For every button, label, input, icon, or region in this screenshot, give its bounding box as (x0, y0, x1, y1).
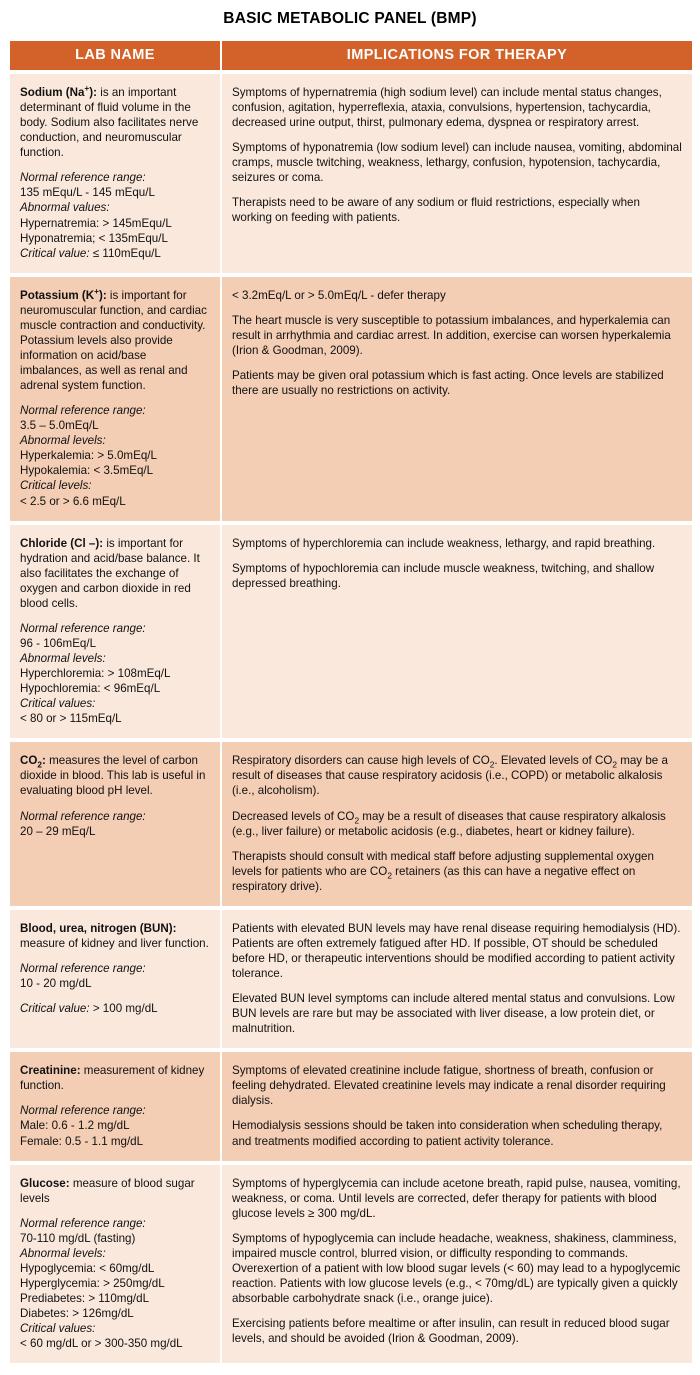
header-row (10, 41, 692, 70)
lab-name-cell-potassium (10, 277, 220, 521)
lab-value-line (20, 170, 211, 185)
value-label: Normal reference range: (20, 621, 146, 635)
lab-reference-values (20, 403, 211, 508)
column-header-lab-name: LAB NAME (10, 41, 220, 70)
lab-term: $CO_2$: (20, 754, 46, 770)
lab-value-line (20, 976, 211, 991)
lab-term: Blood, urea, nitrogen (BUN): (20, 921, 177, 935)
value-label: Normal reference range: (20, 1104, 146, 1118)
subscript-two: 2 (612, 759, 617, 770)
value-text: ≤ 110mEqu/L (89, 246, 161, 260)
value-text: 20 – 29 mEq/L (20, 824, 96, 838)
implication-paragraph: Patients may be given oral potassium which is fast acting. Once levels are stabilized there are usually no restrictions on activity. (232, 368, 664, 397)
value-label: Critical value: (20, 1002, 90, 1016)
lab-term: Potassium (K+): (20, 285, 107, 302)
table-row (10, 1052, 692, 1160)
superscript-plus: + (84, 83, 90, 94)
lab-description (20, 285, 211, 393)
lab-value-line (20, 448, 211, 463)
value-text: 10 - 20 mg/dL (20, 977, 92, 990)
value-label: Normal reference range: (20, 404, 146, 418)
lab-name-cell-co2 (10, 742, 220, 906)
lab-name-cell-creatinine (10, 1052, 220, 1160)
lab-description (20, 536, 211, 611)
lab-value-line (20, 1246, 211, 1261)
lab-value-line (20, 1321, 211, 1336)
lab-value-line (20, 463, 211, 478)
value-text: Diabetes: > 126mg/dL (20, 1307, 134, 1321)
value-text: Hyperkalemia: > 5.0mEq/L (20, 449, 157, 463)
value-label: Normal reference range: (20, 809, 146, 823)
implications-cell-potassium (222, 277, 692, 521)
lab-value-line (20, 1118, 211, 1133)
superscript-plus: + (94, 285, 99, 296)
lab-reference-values (20, 1103, 211, 1148)
implication-paragraph: Elevated BUN level symptoms can include altered mental status and convulsions. Low BUN levels are rare but may be associated with liver disease, a low protein diet, or malnutrition. (232, 992, 675, 1036)
lab-value-line (20, 1261, 211, 1276)
value-text: Female: 0.5 - 1.1 mg/dL (20, 1134, 144, 1148)
lab-description-text: measurement of kidney function. (20, 1064, 205, 1093)
lab-value-line (20, 231, 211, 246)
implication-paragraph: Symptoms of elevated creatinine include fatigue, shortness of breath, confusion or feeling dehydrated. Elevated creatinine levels may indicate a renal disorder requiring dialysis. (232, 1064, 666, 1108)
implications-cell-co2 (222, 742, 692, 906)
value-text: Hypoglycemia: < 60mg/dL (20, 1261, 155, 1275)
lab-value-line (20, 494, 211, 509)
table-row (10, 1165, 692, 1364)
implication-paragraph: Therapists need to be aware of any sodium or fluid restrictions, especially when working on feeding with patients. (232, 196, 640, 225)
lab-value-line (20, 200, 211, 215)
value-text: Hyponatremia; < 135mEqu/L (20, 231, 168, 245)
page-title: BASIC METABOLIC PANEL (BMP) (223, 10, 477, 27)
subscript-two: 2 (354, 814, 360, 825)
table-row (10, 742, 692, 906)
lab-value-line (20, 433, 211, 448)
lab-reference-values (20, 961, 211, 1016)
lab-value-line (20, 1276, 211, 1291)
lab-description-text: is important for neuromuscular function, and cardiac muscle contraction and conductivity. Potassium levels also provide information on acid/base imbalances, as well as renal and adrenal system function. (20, 288, 207, 393)
value-text: Prediabetes: > 110mg/dL (20, 1292, 150, 1305)
lab-reference-values (20, 809, 211, 839)
lab-description (20, 753, 211, 798)
lab-value-line (20, 1291, 211, 1306)
implications-cell-bun (222, 910, 692, 1048)
bmp-table (8, 37, 694, 1367)
lab-description (20, 1063, 211, 1093)
value-text: Hyperchloremia: > 108mEq/L (20, 667, 171, 681)
value-text: < 80 or > 115mEq/L (20, 712, 122, 726)
implication-paragraph: Hemodialysis sessions should be taken into consideration when scheduling therapy, and treatments modified according to patient activity tolerance. (232, 1119, 663, 1148)
lab-value-line (20, 681, 211, 696)
lab-name-cell-sodium (10, 74, 220, 273)
table-row (10, 277, 692, 521)
value-text: Hyperglycemia: > 250mg/dL (20, 1276, 165, 1290)
lab-description-text: measure of kidney and liver function. (20, 936, 209, 950)
table-header (10, 41, 692, 70)
lab-value-line (20, 1216, 211, 1231)
lab-value-line (20, 621, 211, 636)
implications-cell-sodium (222, 74, 692, 273)
implication-paragraph: Symptoms of hypoglycemia can include headache, weakness, shakiness, clamminess, impaired muscle control, blurred vision, or difficulty responding to commands. Overexertion of a patient with low blood sugar levels (< 60) may lead to a hypoglycemic reaction. Patients with low glucose levels (e.g., < 70mg/dL) are typically given a quickly absorbable carbohydrate snack (i.e., orange juice). (232, 1231, 681, 1305)
lab-value-line (20, 1001, 211, 1016)
value-label: Abnormal levels: (20, 1246, 106, 1260)
value-text: Hypernatremia: > 145mEqu/L (20, 216, 172, 230)
value-spacer (20, 991, 211, 1001)
value-text: 135 mEqu/L - 145 mEqu/L (20, 186, 155, 200)
lab-value-line (20, 1306, 211, 1321)
lab-name-cell-chloride (10, 525, 220, 739)
implication-paragraph: Patients with elevated BUN levels may have renal disease requiring hemodialysis (HD). Patients are often extremely fatigued after HD. If possible, OT should be scheduled before HD, or therapeutic interventions should be modified according to patient activity tolerance. (232, 921, 681, 980)
value-text: Hypokalemia: < 3.5mEq/L (20, 464, 154, 478)
lab-term: Creatinine: (20, 1064, 81, 1078)
lab-reference-values (20, 170, 211, 260)
lab-value-line (20, 246, 211, 261)
implication-paragraph: < 3.2mEq/L or > 5.0mEq/L - defer therapy (232, 288, 446, 302)
lab-value-line (20, 1103, 211, 1118)
implication-paragraph: Symptoms of hyperglycemia can include acetone breath, rapid pulse, nausea, vomiting, weakness, or coma. Until levels are corrected, defer therapy for patients with blood glucose levels ≥ 300 mg/dL. (232, 1176, 681, 1220)
lab-value-line (20, 1134, 211, 1149)
lab-description (20, 921, 211, 951)
lab-description (20, 1176, 211, 1206)
implication-paragraph: Exercising patients before mealtime or after insulin, can result in reduced blood sugar levels, and should be avoided (Irion & Goodman, 2009). (232, 1317, 670, 1346)
table-row (10, 525, 692, 739)
value-label: Critical values: (20, 697, 96, 711)
value-text: 3.5 – 5.0mEq/L (20, 419, 99, 433)
lab-value-line (20, 711, 211, 726)
lab-term: Glucose: (20, 1176, 70, 1190)
table-row (10, 910, 692, 1048)
value-text: 70-110 mg/dL (fasting) (20, 1231, 136, 1245)
implication-paragraph: Decreased levels of $CO_2$ may be a result of diseases that cause respiratory alkalosis (e.g., liver failure) or metabolic acidosis (e.g., diabetes, heart or kidney failure). (232, 809, 666, 838)
column-header-implications: IMPLICATIONS FOR THERAPY (222, 41, 692, 70)
lab-value-line (20, 824, 211, 839)
lab-value-line (20, 666, 211, 681)
lab-term: Sodium (Na+): (20, 83, 98, 99)
implication-paragraph: Symptoms of hypochloremia can include muscle weakness, twitching, and shallow depressed breathing. (232, 561, 655, 590)
implication-paragraph: Symptoms of hyperchloremia can include weakness, lethargy, and rapid breathing. (232, 536, 656, 550)
lab-value-line (20, 636, 211, 651)
value-label: Normal reference range: (20, 1216, 146, 1230)
value-label: Normal reference range: (20, 961, 146, 975)
lab-description-text: is important for hydration and acid/base balance. It also facilitates the exchange of oxygen and carbon dioxide in red blood cells. (20, 536, 200, 610)
lab-value-line (20, 809, 211, 824)
lab-value-line (20, 185, 211, 200)
value-label: Normal reference range: (20, 171, 146, 185)
implication-paragraph: Respiratory disorders can cause high levels of $CO_2$. Elevated levels of $CO_2$ may be a result of diseases that cause respiratory acidosis (i.e., COPD) or metabolic alkalosis (i.e., alcoholism). (232, 754, 668, 798)
value-text: Hypochloremia: < 96mEq/L (20, 682, 161, 696)
value-text: 96 - 106mEq/L (20, 636, 97, 650)
implications-cell-glucose (222, 1165, 692, 1364)
implications-cell-creatinine (222, 1052, 692, 1160)
table-row (10, 74, 692, 273)
value-label: Critical values: (20, 1322, 96, 1336)
implication-paragraph: Symptoms of hyponatremia (low sodium level) can include nausea, vomiting, abdominal cramps, muscle twitching, weakness, lethargy, confusion, hypotension, tachycardia, seizures or coma. (232, 141, 682, 185)
subscript-two: 2 (387, 870, 392, 880)
value-text: < 60 mg/dL or > 300-350 mg/dL (20, 1337, 183, 1351)
lab-description (20, 85, 211, 160)
lab-value-line (20, 478, 211, 493)
lab-value-line (20, 403, 211, 418)
lab-reference-values (20, 621, 211, 726)
lab-description-text: measure of blood sugar levels (20, 1176, 195, 1205)
value-label: Abnormal levels: (20, 434, 106, 448)
implications-cell-chloride (222, 525, 692, 739)
lab-value-line (20, 696, 211, 711)
lab-term: Chloride (Cl –): (20, 536, 104, 550)
implication-paragraph: The heart muscle is very susceptible to potassium imbalances, and hyperkalemia can result in arrhythmia and cardiac arrest. In addition, exercise can worsen hyperkalemia (Irion & Goodman, 2009). (232, 313, 671, 357)
table-body (10, 74, 692, 1363)
value-label: Critical levels: (20, 479, 92, 493)
value-text: > 100 mg/dL (89, 1002, 158, 1016)
value-label: Critical value: (20, 246, 90, 260)
lab-value-line (20, 216, 211, 231)
value-text: Male: 0.6 - 1.2 mg/dL (20, 1119, 130, 1133)
lab-description-text: is an important determinant of fluid volume in the body. Sodium also facilitates nerve conduction, and neuromuscular function. (20, 86, 199, 160)
lab-reference-values (20, 1216, 211, 1352)
lab-name-cell-glucose (10, 1165, 220, 1364)
subscript-two: 2 (489, 759, 495, 770)
lab-value-line (20, 961, 211, 976)
subscript-two: 2 (37, 759, 43, 770)
lab-value-line (20, 418, 211, 433)
lab-value-line (20, 1231, 211, 1246)
lab-description-text: measures the level of carbon dioxide in blood. This lab is useful in evaluating blood pH level. (20, 754, 206, 798)
value-label: Abnormal levels: (20, 652, 106, 665)
lab-value-line (20, 651, 211, 666)
value-text: < 2.5 or > 6.6 mEq/L (20, 494, 126, 508)
implication-paragraph: Therapists should consult with medical staff before adjusting supplemental oxygen levels for patients who are $CO_2$ retainers (as this can have a negative effect on respiratory drive). (232, 849, 654, 893)
lab-value-line (20, 1336, 211, 1351)
implication-paragraph: Symptoms of hypernatremia (high sodium level) can include mental status changes, confusion, agitation, hyperreflexia, ataxia, convulsions, hypertension, tachycardia, decreased urine output, thirst, pulmonary edema, dyspnea or respiratory arrest. (232, 86, 662, 130)
lab-name-cell-bun (10, 910, 220, 1048)
value-label: Abnormal values: (20, 201, 110, 215)
